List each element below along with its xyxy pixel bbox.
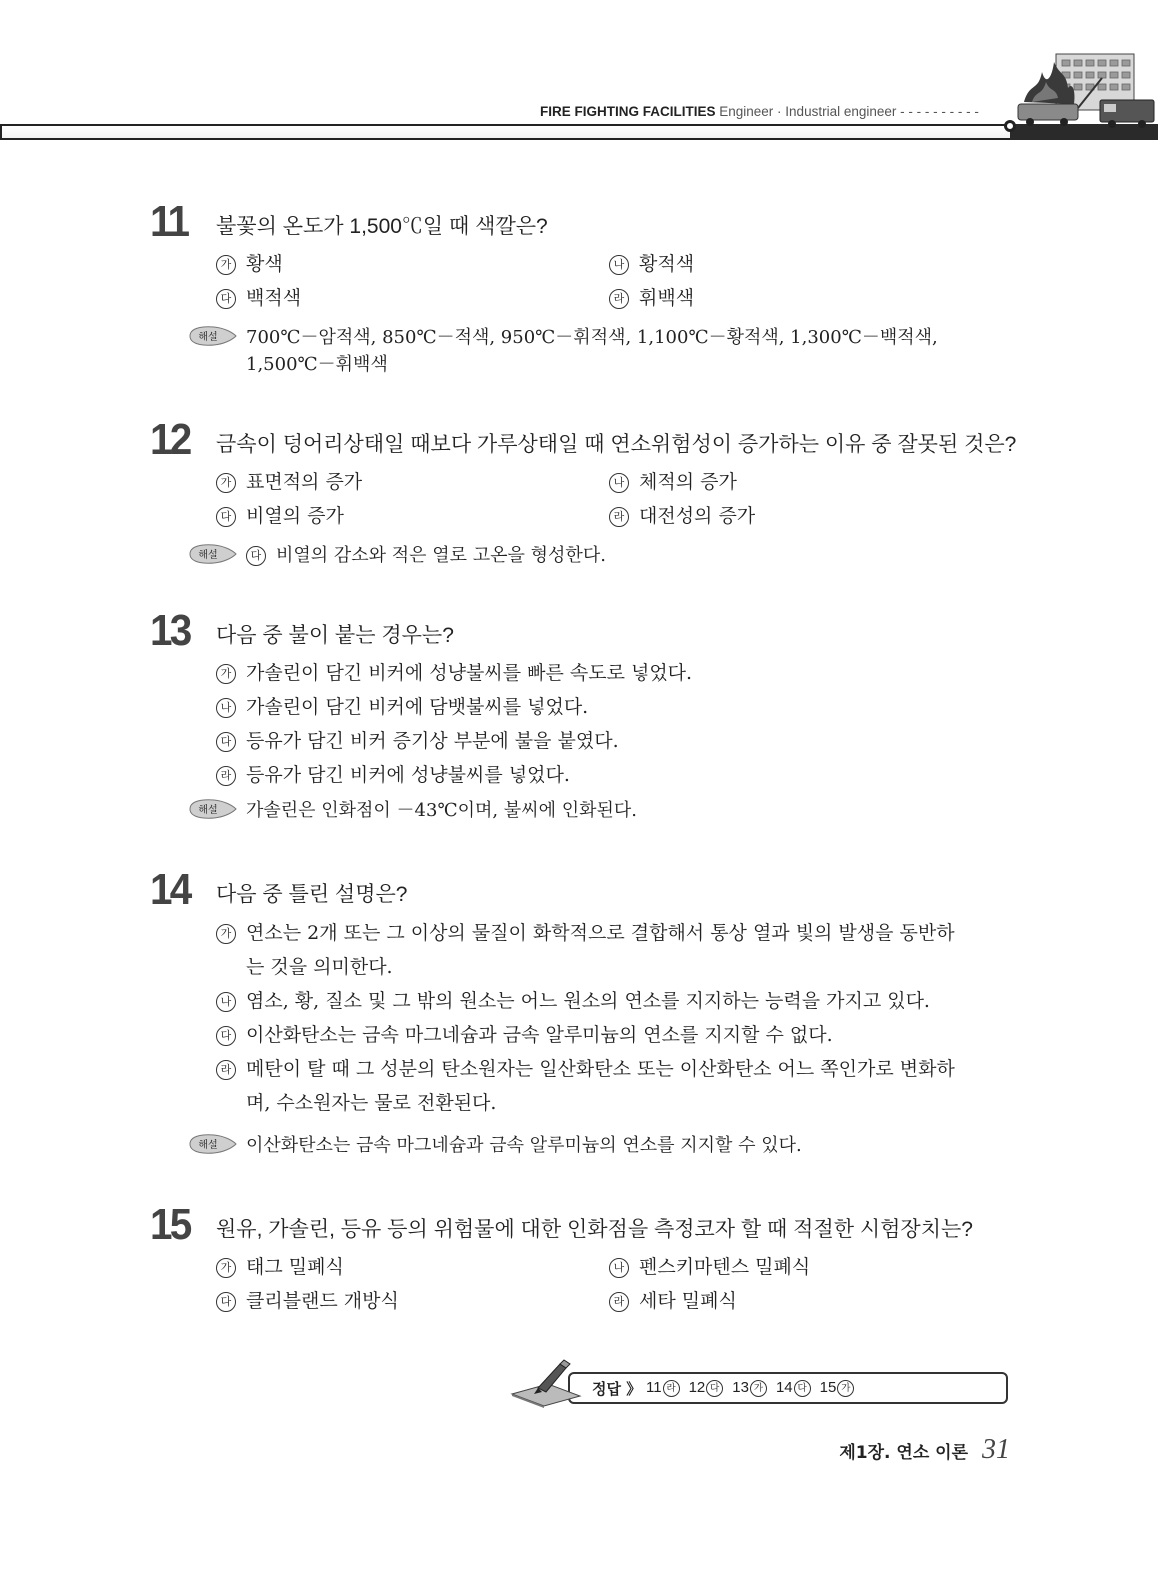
answer-number: 11 <box>646 1379 662 1396</box>
option-mark: 다 <box>216 507 236 527</box>
answer-number: 13 <box>732 1379 749 1396</box>
question-text: 불꽃의 온도가 1,500℃일 때 색깔은? <box>216 215 548 238</box>
question-text: 다음 중 불이 붙는 경우는? <box>216 624 454 647</box>
option-ga <box>216 252 609 276</box>
option-mark: 나 <box>216 992 236 1012</box>
option-text: 체적의 증가 <box>639 471 737 493</box>
explanation-text: 비열의 감소와 적은 열로 고온을 형성한다. <box>276 545 606 566</box>
option-text: 세타 밀폐식 <box>639 1290 737 1312</box>
option-text: 가솔린이 담긴 비커에 담뱃불씨를 넣었다. <box>246 696 589 718</box>
option-ga <box>216 661 1020 685</box>
header-dashes: - - - - - - - - - - <box>900 104 979 119</box>
question-text: 다음 중 틀린 설명은? <box>216 883 408 906</box>
explanation-line: 700℃－암적색, 850℃－적색, 950℃－휘적색, 1,100℃－황적색, 1,300℃－백적색, <box>246 327 938 348</box>
option-da <box>216 286 609 310</box>
option-da <box>216 504 609 528</box>
option-text-line: 염소, 황, 질소 및 그 밖의 원소는 어느 원소의 연소를 지지하는 능력을 가지고 있다. <box>246 990 930 1012</box>
option-mark: 가 <box>216 924 236 944</box>
explanation <box>188 1132 1020 1159</box>
chapter-title: 제1장. 연소 이론 <box>839 1443 968 1463</box>
option-ra <box>609 504 1009 528</box>
option-mark: 가 <box>216 473 236 493</box>
question-number: 11 <box>150 197 188 246</box>
explanation <box>188 797 1020 824</box>
page-header <box>0 0 1158 150</box>
option-ra <box>216 763 1020 787</box>
answer-item <box>732 1379 767 1398</box>
question-number: 13 <box>150 606 190 655</box>
option-text-line: 는 것을 의미한다. <box>246 956 393 978</box>
option-mark: 다 <box>216 289 236 309</box>
explanation <box>188 324 1020 378</box>
explanation-label: 해설 <box>198 1140 218 1151</box>
option-text-line: 며, 수소원자는 물로 전환된다. <box>246 1092 497 1114</box>
header-title-bold: FIRE FIGHTING FACILITIES <box>540 104 716 119</box>
option-mark: 나 <box>609 1258 629 1278</box>
question-text: 금속이 덩어리상태일 때보다 가루상태일 때 연소위험성이 증가하는 이유 중 잘못된 것은? <box>216 433 1017 456</box>
explanation-badge <box>188 542 238 566</box>
question-number: 14 <box>150 865 190 914</box>
header-rule <box>0 124 1010 140</box>
explanation-label: 해설 <box>198 550 218 561</box>
answer-number: 14 <box>775 1379 793 1396</box>
header-rule-dot <box>1004 120 1016 132</box>
option-mark: 나 <box>609 473 629 493</box>
explanation-badge <box>188 797 238 821</box>
option-text: 황적색 <box>639 253 695 275</box>
answer-label: 정답 》 <box>592 1380 642 1398</box>
option-text: 등유가 담긴 비커에 성냥불씨를 넣었다. <box>246 764 570 786</box>
option-text: 펜스키마텐스 밀폐식 <box>639 1256 811 1278</box>
question-15 <box>150 1197 1020 1313</box>
option-da <box>216 1289 609 1313</box>
question-12 <box>150 412 1020 569</box>
option-mark: 가 <box>216 255 236 275</box>
answer-number: 15 <box>819 1379 837 1396</box>
option-text-line: 이산화탄소는 금속 마그네슘과 금속 알루미늄의 연소를 지지할 수 없다. <box>246 1024 833 1046</box>
option-ra <box>216 1052 1020 1120</box>
option-ga <box>216 916 1020 984</box>
option-mark: 나 <box>609 255 629 275</box>
option-mark: 나 <box>216 698 236 718</box>
question-13 <box>150 603 1020 824</box>
option-na <box>216 695 1020 719</box>
option-text: 황색 <box>246 253 283 275</box>
question-number: 12 <box>150 415 190 464</box>
page-number: 31 <box>982 1434 1010 1465</box>
option-text-line: 메탄이 탈 때 그 성분의 탄소원자는 일산화탄소 또는 이산화탄소 어느 쪽인가로 변화하 <box>246 1058 955 1080</box>
explanation-text: 가솔린은 인화점이 －43℃이며, 불씨에 인화된다. <box>246 800 637 821</box>
explanation-line: 1,500℃－휘백색 <box>246 354 388 375</box>
option-mark: 라 <box>216 766 236 786</box>
option-text: 백적색 <box>246 287 302 309</box>
pen-icon <box>508 1358 594 1408</box>
answer-item <box>646 1379 680 1398</box>
answer-item <box>776 1379 811 1398</box>
explanation-label: 해설 <box>198 332 218 343</box>
option-mark: 가 <box>216 664 236 684</box>
option-ga <box>216 1255 609 1279</box>
page-footer <box>839 1434 1010 1466</box>
option-text: 클리블랜드 개방식 <box>246 1290 399 1312</box>
option-text-line: 연소는 2개 또는 그 이상의 물질이 화학적으로 결합해서 통상 열과 빛의 발생을 동반하 <box>246 922 955 944</box>
question-text: 원유, 가솔린, 등유 등의 위험물에 대한 인화점을 측정코자 할 때 적절한 시험장치는? <box>216 1218 973 1241</box>
option-ra <box>609 1289 1009 1313</box>
explanation-badge <box>188 324 238 348</box>
option-mark: 라 <box>609 289 629 309</box>
option-na <box>609 470 1009 494</box>
option-ga <box>216 470 609 494</box>
answer-key <box>508 1358 1013 1408</box>
option-text: 표면적의 증가 <box>246 471 363 493</box>
option-ra <box>609 286 1009 310</box>
question-11 <box>150 194 1020 378</box>
answer-mark: 가 <box>837 1380 854 1397</box>
answer-mark: 가 <box>750 1380 767 1397</box>
answer-items <box>646 1379 854 1398</box>
explanation <box>188 542 1020 569</box>
option-text: 등유가 담긴 비커 증기상 부분에 불을 붙였다. <box>246 730 619 752</box>
answer-item <box>689 1379 724 1398</box>
option-mark: 라 <box>609 507 629 527</box>
option-mark: 다 <box>216 1292 236 1312</box>
explanation-mark: 다 <box>246 546 266 566</box>
option-na <box>609 252 1009 276</box>
option-da <box>216 1018 1020 1052</box>
option-mark: 다 <box>216 1026 236 1046</box>
fire-building-illustration <box>1016 42 1156 130</box>
option-mark: 가 <box>216 1258 236 1278</box>
explanation-badge <box>188 1132 238 1156</box>
question-number: 15 <box>150 1200 190 1249</box>
question-14 <box>150 862 1020 1159</box>
option-da <box>216 729 1020 753</box>
option-mark: 다 <box>216 732 236 752</box>
answer-mark: 다 <box>794 1380 811 1397</box>
explanation-text: 이산화탄소는 금속 마그네슘과 금속 알루미늄의 연소를 지지할 수 있다. <box>246 1135 802 1156</box>
option-na <box>216 984 1020 1018</box>
answer-mark: 라 <box>663 1380 680 1397</box>
option-mark: 라 <box>609 1292 629 1312</box>
header-title <box>540 104 979 119</box>
option-mark: 라 <box>216 1060 236 1080</box>
header-title-light: Engineer · Industrial engineer <box>719 104 897 119</box>
option-text: 태그 밀폐식 <box>246 1256 344 1278</box>
option-text: 비열의 증가 <box>246 505 344 527</box>
option-na <box>609 1255 1009 1279</box>
answer-item <box>820 1379 855 1398</box>
option-text: 대전성의 증가 <box>639 505 756 527</box>
option-text: 휘백색 <box>639 287 695 309</box>
answer-mark: 다 <box>706 1380 723 1397</box>
option-text: 가솔린이 담긴 비커에 성냥불씨를 빠른 속도로 넣었다. <box>246 662 693 684</box>
explanation-label: 해설 <box>198 805 218 816</box>
answer-number: 12 <box>688 1379 706 1396</box>
